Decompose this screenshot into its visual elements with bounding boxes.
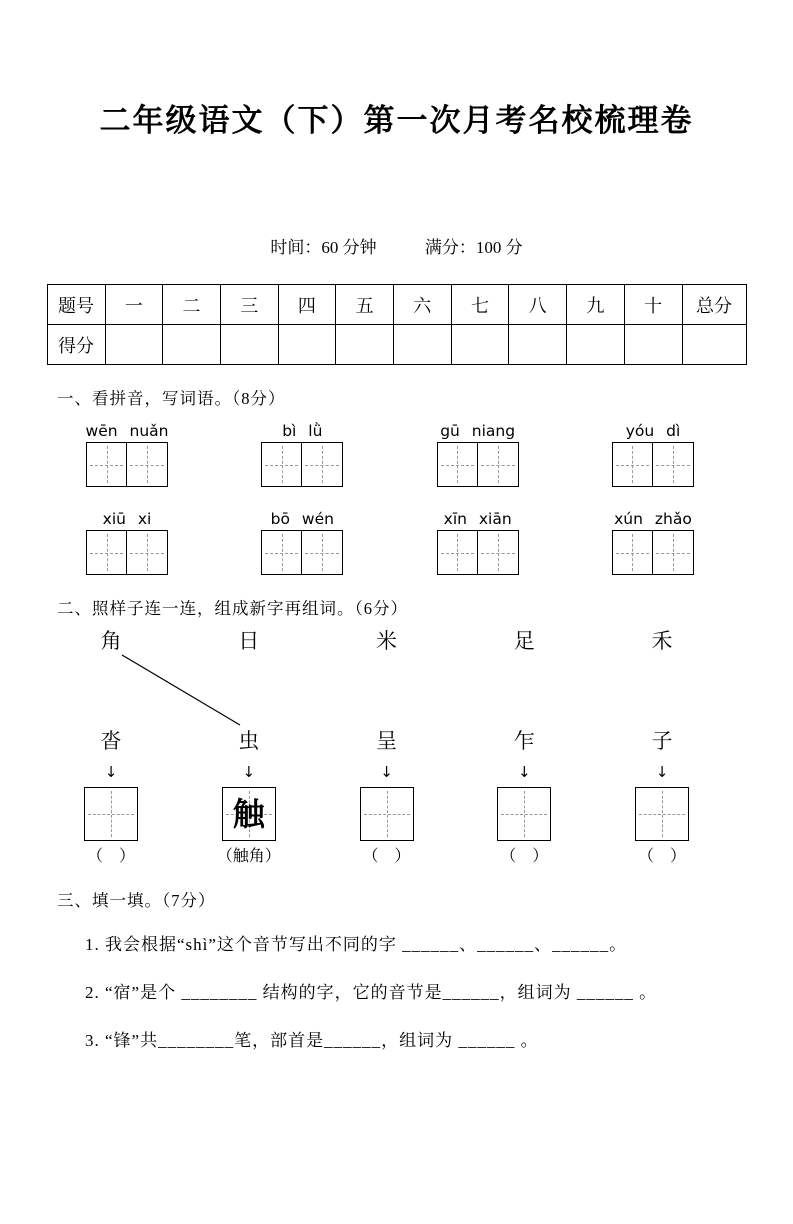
score-cell bbox=[105, 325, 163, 365]
score-table-col: 总分 bbox=[682, 285, 746, 325]
exam-meta bbox=[0, 233, 793, 258]
score-table-col: 三 bbox=[220, 285, 278, 325]
writing-cell bbox=[478, 530, 519, 575]
writing-grid bbox=[612, 442, 694, 487]
component-char-bottom: 呈 bbox=[376, 729, 397, 754]
writing-cell bbox=[437, 530, 478, 575]
writing-cell bbox=[653, 442, 694, 487]
score-cell bbox=[451, 325, 509, 365]
pinyin-group bbox=[611, 509, 695, 575]
exam-paper bbox=[0, 102, 793, 1224]
writing-cell bbox=[478, 442, 519, 487]
score-cell bbox=[567, 325, 625, 365]
score-table-col: 八 bbox=[509, 285, 567, 325]
answer-box bbox=[222, 787, 276, 841]
pinyin-label: xún zhǎo bbox=[614, 510, 692, 529]
writing-cell bbox=[437, 442, 478, 487]
connect-column bbox=[213, 627, 285, 867]
score-table-col: 十 bbox=[624, 285, 682, 325]
pinyin-group bbox=[85, 421, 169, 487]
pinyin-group bbox=[85, 509, 169, 575]
section3-heading: 三、填一填。（7分） bbox=[57, 891, 216, 911]
word-answer: （触角） bbox=[216, 848, 281, 866]
writing-cell bbox=[261, 530, 302, 575]
pinyin-row-1 bbox=[0, 421, 793, 487]
component-char-top: 米 bbox=[376, 629, 397, 654]
connect-column bbox=[75, 627, 147, 867]
writing-cell bbox=[653, 530, 694, 575]
writing-grid bbox=[261, 442, 343, 487]
component-char-bottom: 乍 bbox=[513, 729, 535, 754]
section1-heading: 一、看拼音，写词语。（8分） bbox=[57, 389, 286, 409]
down-arrow-icon: ↓ bbox=[380, 763, 393, 782]
component-char-top: 足 bbox=[513, 629, 535, 654]
fill-in-item: 3. “锋”共________笔，部首是______，组词为 ______ 。 bbox=[85, 1031, 539, 1051]
word-answer: （ ） bbox=[500, 848, 549, 866]
answer-box bbox=[635, 787, 689, 841]
writing-grid bbox=[612, 530, 694, 575]
pinyin-group bbox=[260, 421, 344, 487]
full-score: 满分：100 分 bbox=[424, 238, 523, 258]
pinyin-label: yóu dì bbox=[625, 422, 681, 441]
page-title: 二年级语文（下）第一次月考名校梳理卷 bbox=[99, 103, 694, 138]
pinyin-label: gū niang bbox=[440, 422, 516, 441]
down-arrow-icon: ↓ bbox=[655, 763, 669, 782]
word-answer: （ ） bbox=[86, 848, 135, 866]
component-char-top: 角 bbox=[100, 629, 122, 654]
writing-cell bbox=[302, 530, 343, 575]
down-arrow-icon: ↓ bbox=[104, 763, 118, 782]
pinyin-label: xīn xiān bbox=[443, 510, 512, 529]
word-answer: （ ） bbox=[637, 848, 686, 866]
writing-cell bbox=[612, 530, 653, 575]
writing-cell bbox=[261, 442, 302, 487]
answer-box bbox=[360, 787, 414, 841]
writing-cell bbox=[86, 442, 127, 487]
pinyin-group bbox=[436, 421, 520, 487]
pinyin-row-2 bbox=[0, 509, 793, 575]
score-cell bbox=[682, 325, 746, 365]
writing-grid bbox=[437, 530, 519, 575]
score-table-header-row bbox=[47, 285, 746, 325]
score-table-score-row bbox=[47, 325, 746, 365]
score-cell bbox=[624, 325, 682, 365]
component-char-top: 日 bbox=[238, 629, 260, 654]
score-table-corner: 题号 bbox=[47, 285, 105, 325]
writing-cell bbox=[612, 442, 653, 487]
score-table-col: 六 bbox=[393, 285, 451, 325]
score-cell bbox=[220, 325, 278, 365]
component-char-bottom: 虫 bbox=[238, 729, 260, 754]
fill-in-item: 1. 我会根据“shì”这个音节写出不同的字 ______、______、______。 bbox=[85, 935, 628, 955]
pinyin-label: xiū xi bbox=[102, 510, 152, 529]
score-cell bbox=[336, 325, 394, 365]
pinyin-label: bō wén bbox=[270, 510, 334, 529]
score-row-label: 得分 bbox=[47, 325, 105, 365]
pinyin-group bbox=[436, 509, 520, 575]
answer-box bbox=[497, 787, 551, 841]
down-arrow-icon: ↓ bbox=[242, 763, 256, 782]
pinyin-label: wēn nuǎn bbox=[85, 422, 169, 441]
score-table-col: 七 bbox=[451, 285, 509, 325]
connect-area bbox=[0, 627, 793, 867]
score-cell bbox=[278, 325, 336, 365]
pinyin-group bbox=[611, 421, 695, 487]
component-char-bottom: 子 bbox=[651, 729, 673, 754]
writing-cell bbox=[86, 530, 127, 575]
score-table-col: 一 bbox=[105, 285, 163, 325]
pinyin-label: bì lǜ bbox=[282, 422, 323, 441]
score-table-col: 五 bbox=[336, 285, 394, 325]
score-cell bbox=[393, 325, 451, 365]
component-char-bottom: 沓 bbox=[100, 729, 122, 754]
connect-column bbox=[488, 627, 560, 867]
writing-cell bbox=[127, 442, 168, 487]
score-table-col: 二 bbox=[163, 285, 221, 325]
writing-cell bbox=[302, 442, 343, 487]
score-cell bbox=[163, 325, 221, 365]
fill-in-item: 2. “宿”是个 ________ 结构的字，它的音节是______，组词为 ______ 。 bbox=[85, 983, 658, 1003]
connect-column bbox=[626, 627, 698, 867]
score-table-col: 四 bbox=[278, 285, 336, 325]
score-table bbox=[47, 284, 747, 365]
answer-box bbox=[84, 787, 138, 841]
writing-grid bbox=[86, 530, 168, 575]
pinyin-group bbox=[260, 509, 344, 575]
answer-char: 触 bbox=[232, 796, 265, 833]
time-limit: 时间：60 分钟 bbox=[270, 238, 377, 258]
section2-heading: 二、照样子连一连，组成新字再组词。（6分） bbox=[57, 599, 408, 619]
writing-grid bbox=[437, 442, 519, 487]
component-char-top: 禾 bbox=[651, 629, 673, 654]
word-answer: （ ） bbox=[362, 848, 411, 866]
writing-grid bbox=[86, 442, 168, 487]
down-arrow-icon: ↓ bbox=[517, 763, 531, 782]
score-table-col: 九 bbox=[567, 285, 625, 325]
connect-column bbox=[351, 627, 423, 867]
writing-grid bbox=[261, 530, 343, 575]
score-cell bbox=[509, 325, 567, 365]
writing-cell bbox=[127, 530, 168, 575]
